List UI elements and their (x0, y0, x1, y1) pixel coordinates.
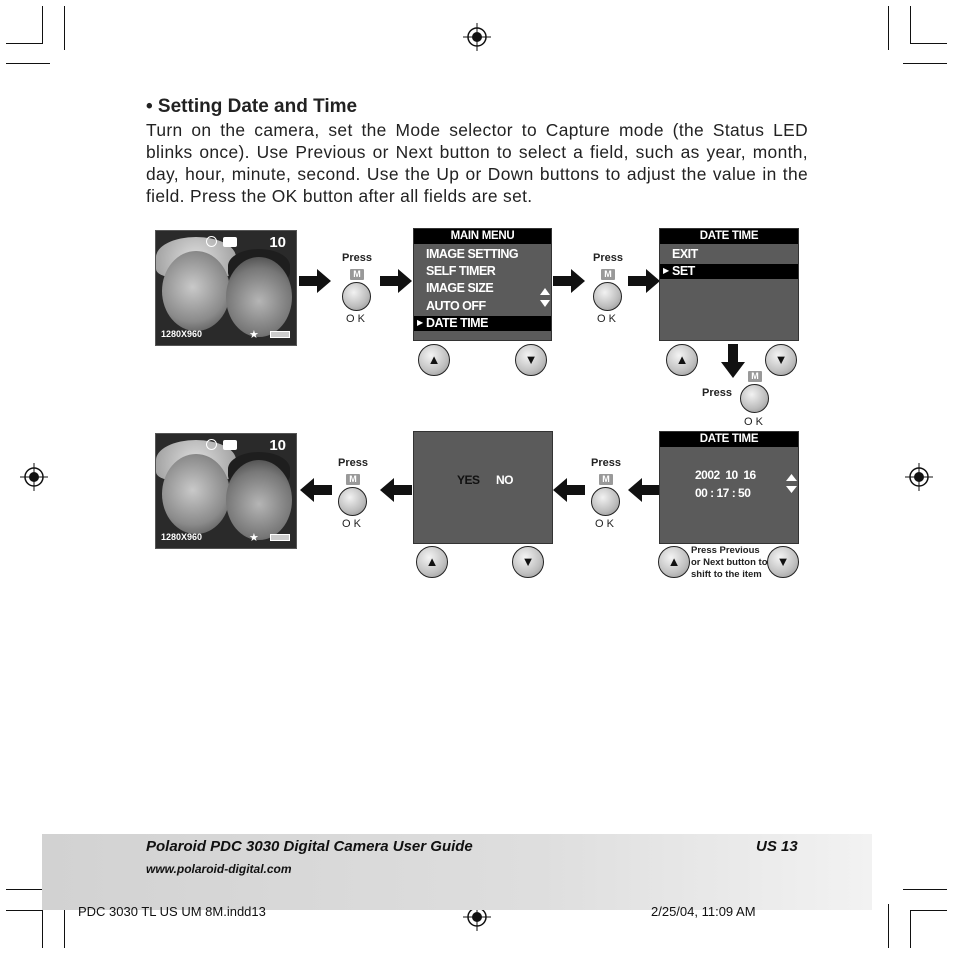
menu-m-icon: M (748, 371, 762, 382)
menu-item[interactable]: SELF TIMER (426, 264, 496, 278)
ok-label: OK (597, 313, 619, 325)
page-number: US 13 (756, 838, 798, 855)
time-value[interactable]: 00 : 17 : 50 (695, 486, 751, 500)
crop-mark (64, 6, 65, 50)
date-value[interactable]: 2002 10 16 (695, 468, 756, 482)
menu-item[interactable]: AUTO OFF (426, 299, 486, 313)
date-set-title: DATE TIME (660, 432, 798, 447)
date-time-menu-screen (659, 228, 799, 341)
up-button[interactable]: ▲ (416, 546, 448, 578)
menu-item-selected[interactable]: SET (672, 264, 695, 278)
ok-label: OK (595, 518, 617, 530)
press-label: Press (593, 252, 623, 264)
date-set-screen (659, 431, 799, 544)
scroll-arrows-icon (540, 288, 550, 308)
slug-filename: PDC 3030 TL US UM 8M.indd13 (78, 904, 266, 919)
crop-mark (42, 6, 43, 44)
crop-mark (888, 904, 889, 948)
menu-item[interactable]: EXIT (672, 247, 698, 261)
menu-m-icon: M (601, 269, 615, 280)
registration-mark-icon (463, 23, 491, 51)
arrow-right-icon (380, 269, 412, 293)
press-label: Press (702, 387, 732, 399)
registration-mark-icon (905, 463, 933, 491)
crop-mark (903, 63, 947, 64)
selection-pointer-icon: ▶ (663, 266, 670, 275)
down-button[interactable]: ▼ (765, 344, 797, 376)
previous-button[interactable]: ▲ (658, 546, 690, 578)
up-button[interactable]: ▲ (666, 344, 698, 376)
menu-m-icon: M (599, 474, 613, 485)
crop-mark (42, 910, 43, 948)
menu-item[interactable]: IMAGE SETTING (426, 247, 519, 261)
flash-off-icon (206, 236, 217, 247)
shift-item-note: Press Previous or Next button to shift to the item (691, 545, 768, 580)
crop-mark (6, 910, 42, 911)
menu-m-icon: M (350, 269, 364, 280)
camera-preview-screen (155, 433, 297, 549)
down-button[interactable]: ▼ (512, 546, 544, 578)
quality-star-icon: ★ (249, 329, 259, 341)
resolution-label: 1280X960 (161, 532, 203, 542)
battery-icon (270, 534, 290, 541)
shots-remaining: 10 (269, 437, 286, 454)
scroll-arrows-icon (786, 474, 797, 494)
press-label: Press (338, 457, 368, 469)
ok-label: OK (744, 416, 766, 428)
arrow-left-icon (628, 478, 660, 502)
crop-mark (6, 63, 50, 64)
arrow-left-icon (380, 478, 412, 502)
main-menu-title: MAIN MENU (414, 229, 551, 244)
next-button[interactable]: ▼ (767, 546, 799, 578)
quality-star-icon: ★ (249, 532, 259, 544)
flash-off-icon (206, 439, 217, 450)
instructions-paragraph: Turn on the camera, set the Mode selector to Capture mode (the Status LED blinks once). Use Previous or Next button to select a field, such as year, month, day, hour, minute, second. Use the Up or Down buttons to adjust the value in the field. Press the OK button after all fields are set. (146, 120, 808, 206)
ok-label: OK (342, 518, 364, 530)
selection-pointer-icon: ▶ (417, 318, 424, 327)
press-label: Press (591, 457, 621, 469)
crop-mark (911, 43, 947, 44)
date-time-menu-title: DATE TIME (660, 229, 798, 244)
down-button[interactable]: ▼ (515, 344, 547, 376)
ok-label: OK (346, 313, 368, 325)
crop-mark (888, 6, 889, 50)
camera-icon (223, 237, 237, 247)
menu-item-selected[interactable]: DATE TIME (426, 316, 488, 330)
confirm-screen (413, 431, 553, 544)
menu-m-icon: M (346, 474, 360, 485)
camera-preview-screen (155, 230, 297, 346)
crop-mark (910, 6, 911, 44)
press-label: Press (342, 252, 372, 264)
no-option[interactable]: NO (496, 473, 513, 487)
battery-icon (270, 331, 290, 338)
section-heading: • Setting Date and Time (146, 96, 358, 117)
slug-date: 2/25/04, 11:09 AM (651, 904, 756, 919)
yes-option[interactable]: YES (457, 473, 480, 487)
main-menu-screen (413, 228, 552, 341)
footer-url[interactable]: www.polaroid-digital.com (146, 862, 292, 876)
registration-mark-icon (20, 463, 48, 491)
crop-mark (910, 910, 911, 948)
menu-item[interactable]: IMAGE SIZE (426, 281, 494, 295)
crop-mark (6, 43, 42, 44)
footer-title: Polaroid PDC 3030 Digital Camera User Guide (146, 838, 473, 855)
ok-button[interactable] (318, 457, 388, 537)
crop-mark (903, 889, 947, 890)
camera-icon (223, 440, 237, 450)
shots-remaining: 10 (269, 234, 286, 251)
up-button[interactable]: ▲ (418, 344, 450, 376)
resolution-label: 1280X960 (161, 329, 203, 339)
arrow-right-icon (628, 269, 660, 293)
crop-mark (911, 910, 947, 911)
crop-mark (64, 904, 65, 948)
